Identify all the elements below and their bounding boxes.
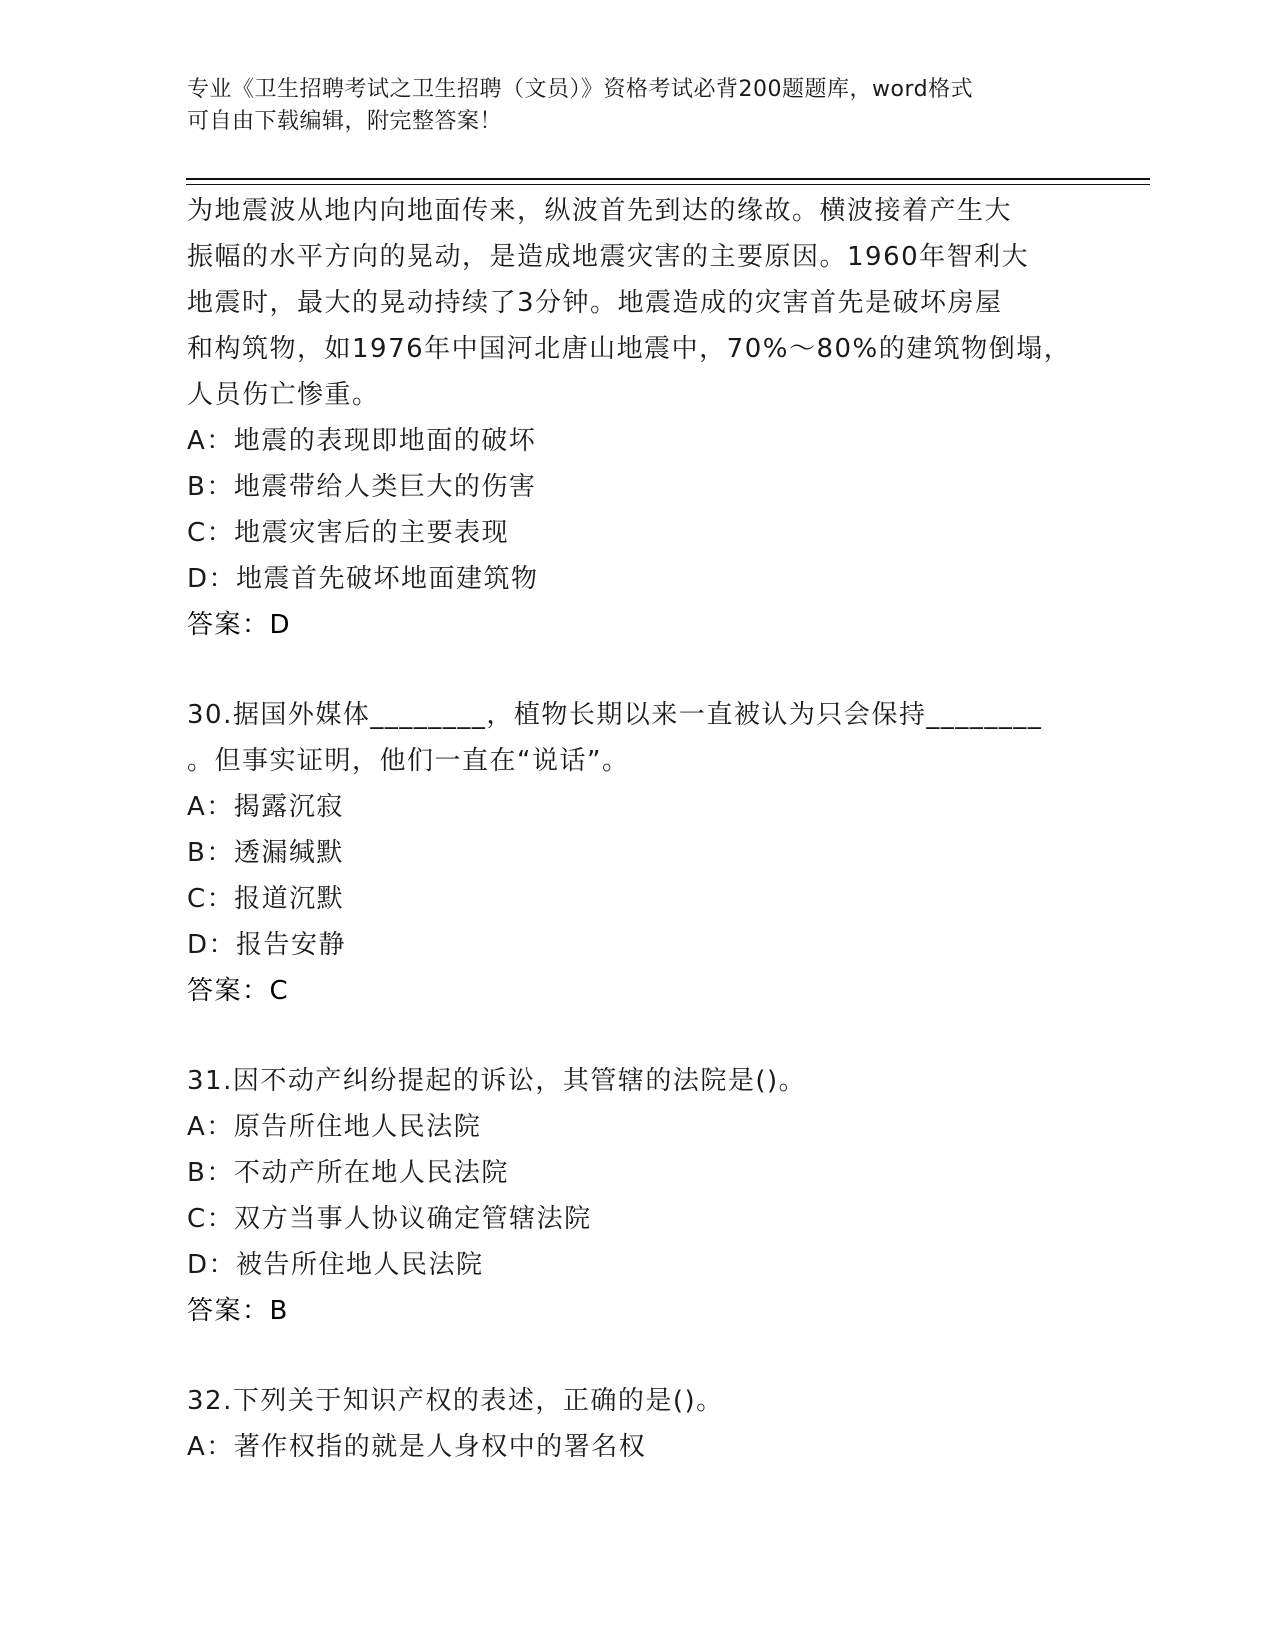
option-d: D：报告安静: [187, 930, 347, 960]
question-text-line: 振幅的水平方向的晃动，是造成地震灾害的主要原因。1960年智利大: [187, 242, 1030, 272]
spacer: [187, 1014, 1087, 1058]
option-c: C：报道沉默: [187, 884, 345, 914]
question-30: [187, 692, 1087, 1014]
question-31: [187, 1058, 1087, 1334]
document-header: [187, 74, 1087, 138]
option-a: A：地震的表现即地面的破坏: [187, 426, 537, 456]
header-title-line-1: 专业《卫生招聘考试之卫生招聘（文员）》资格考试必背200题题库，word格式: [187, 77, 974, 102]
document-body: [187, 188, 1087, 1470]
question-text-line: 为地震波从地内向地面传来，纵波首先到达的缘故。横波接着产生大: [187, 196, 1013, 226]
option-a: A：揭露沉寂: [187, 792, 344, 822]
option-a: A：著作权指的就是人身权中的署名权: [187, 1432, 647, 1462]
question-text-line: 人员伤亡惨重。: [187, 380, 380, 410]
header-rule-thick: [186, 178, 1150, 180]
spacer: [187, 648, 1087, 692]
question-text-line: 地震时，最大的晃动持续了3分钟。地震造成的灾害首先是破坏房屋: [187, 288, 1003, 318]
option-d: D：被告所住地人民法院: [187, 1250, 484, 1280]
question-stem-line: 。但事实证明，他们一直在“说话”。: [187, 746, 630, 776]
question-32: [187, 1378, 1087, 1470]
question-stem-line: 31.因不动产纠纷提起的诉讼，其管辖的法院是()。: [187, 1066, 807, 1096]
question-stem-line: 32.下列关于知识产权的表述，正确的是()。: [187, 1386, 724, 1416]
option-d: D：地震首先破坏地面建筑物: [187, 564, 539, 594]
question-29-continuation: [187, 188, 1087, 648]
option-b: B：不动产所在地人民法院: [187, 1158, 509, 1188]
header-title-line-2: 可自由下载编辑，附完整答案！: [187, 109, 503, 134]
answer-line: 答案：C: [187, 976, 290, 1006]
option-b: B：地震带给人类巨大的伤害: [187, 472, 537, 502]
question-stem-line: 30.据国外媒体________，植物长期以来一直被认为只会保持________: [187, 700, 1043, 730]
answer-line: 答案：B: [187, 1296, 289, 1326]
spacer: [187, 1334, 1087, 1378]
question-text-line: 和构筑物，如1976年中国河北唐山地震中，70%～80%的建筑物倒塌，: [187, 334, 1072, 364]
header-rule-thin: [186, 184, 1150, 185]
option-a: A：原告所住地人民法院: [187, 1112, 482, 1142]
option-c: C：双方当事人协议确定管辖法院: [187, 1204, 592, 1234]
option-b: B：透漏缄默: [187, 838, 344, 868]
answer-line: 答案：D: [187, 610, 292, 640]
option-c: C：地震灾害后的主要表现: [187, 518, 510, 548]
